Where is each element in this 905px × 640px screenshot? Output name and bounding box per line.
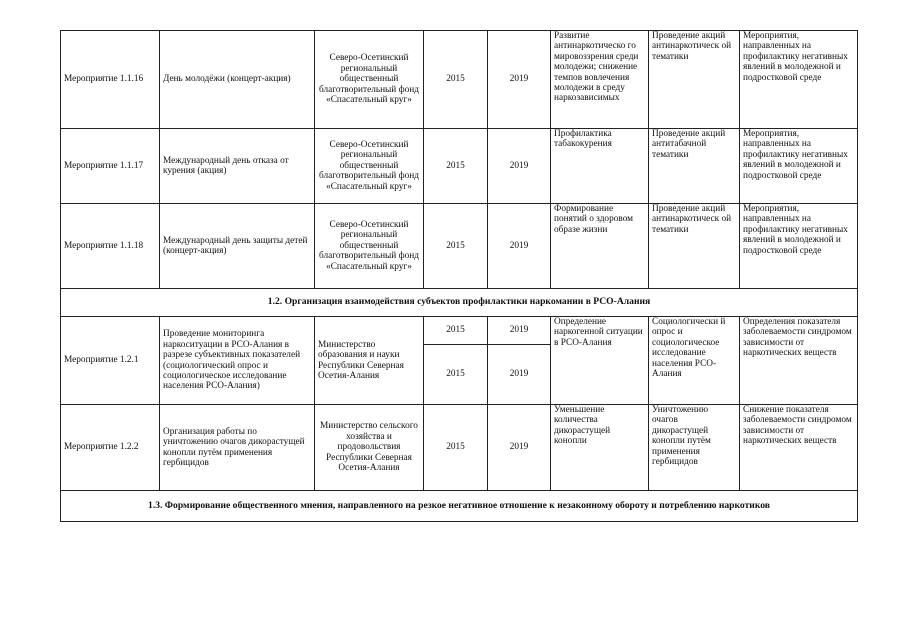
measure-executor: Северо-Осетинский региональный общественный благотворительный фонд «Спасательный круг» — [315, 129, 424, 204]
measure-result: Профилактика табакокурения — [551, 129, 649, 204]
section-heading-1-2: 1.2. Организация взаимодействия субъектов профилактики наркомании в РСО-Алания — [61, 289, 858, 317]
measure-id: Мероприятие 1.1.16 — [61, 31, 160, 129]
measure-start-year: 2015 — [424, 129, 488, 204]
measure-end-year: 2019 — [488, 345, 551, 405]
measure-events: Мероприятия, направленных на профилактику негативных явлений в молодежной и подростковой среде — [740, 204, 858, 289]
measure-start-year: 2015 — [424, 31, 488, 129]
table-row — [61, 31, 858, 129]
measure-activity: Проведение акций антитабачной тематики — [649, 129, 740, 204]
measure-end-year: 2019 — [488, 129, 551, 204]
measure-id: Мероприятие 1.2.1 — [61, 317, 160, 405]
measure-result: Формирование понятий о здоровом образе жизни — [551, 204, 649, 289]
measure-end-year: 2019 — [488, 317, 551, 345]
measure-executor: Министерство образования и науки Республики Северная Осетия-Алания — [315, 317, 424, 405]
measure-start-year: 2015 — [424, 345, 488, 405]
measure-executor: Северо-Осетинский региональный общественный благотворительный фонд «Спасательный круг» — [315, 204, 424, 289]
measure-id: Мероприятие 1.1.18 — [61, 204, 160, 289]
measure-events: Определения показателя заболеваемости синдромом зависимости от наркотических веществ — [740, 317, 858, 405]
measure-executor: Министерство сельского хозяйства и продовольствия Республики Северная Осетия-Алания — [315, 405, 424, 491]
measure-activity: Социологически й опрос и социологическое исследование населения РСО-Алания — [649, 317, 740, 405]
measure-name: День молодёжи (концерт-акция) — [160, 31, 315, 129]
measure-activity: Уничтожению очагов дикорастущей конопли путём применения гербицидов — [649, 405, 740, 491]
measure-activity: Проведение акций антинаркотическ ой тематики — [649, 204, 740, 289]
table-row — [61, 317, 858, 345]
measure-activity: Проведение акций антинаркотическ ой тематики — [649, 31, 740, 129]
measure-events: Снижение показателя заболеваемости синдромом зависимости от наркотических веществ — [740, 405, 858, 491]
document-page — [60, 30, 857, 522]
measure-name: Организация работы по уничтожению очагов дикорастущей конопли путём применения гербицидов — [160, 405, 315, 491]
program-measures-table — [60, 30, 858, 522]
measure-result: Развитие антинаркотическо го мировоззрения среди молодежи; снижение темпов вовлечения молодежи в среду наркозависимых — [551, 31, 649, 129]
measure-result: Уменьшение количества дикорастущей конопли — [551, 405, 649, 491]
section-heading-1-3: 1.3. Формирование общественного мнения, направленного на резкое негативное отношение к незаконному обороту и потреблению наркотиков — [61, 491, 858, 522]
measure-name: Международный день защиты детей (концерт-акция) — [160, 204, 315, 289]
measure-name: Международный день отказа от курения (акция) — [160, 129, 315, 204]
measure-result: Определение наркогенной ситуации в РСО-Алания — [551, 317, 649, 405]
table-row — [61, 405, 858, 491]
measure-id: Мероприятие 1.2.2 — [61, 405, 160, 491]
measure-start-year: 2015 — [424, 405, 488, 491]
table-row — [61, 129, 858, 204]
measure-events: Мероприятия, направленных на профилактику негативных явлений в молодежной и подростковой среде — [740, 129, 858, 204]
measure-start-year: 2015 — [424, 317, 488, 345]
measure-executor: Северо-Осетинский региональный общественный благотворительный фонд «Спасательный круг» — [315, 31, 424, 129]
measure-end-year: 2019 — [488, 204, 551, 289]
measure-id: Мероприятие 1.1.17 — [61, 129, 160, 204]
measure-name: Проведение мониторинга наркоситуации в РСО-Алания в разрезе субъективных показателей (социологический опрос и социологическое исследование населения РСО-Алания) — [160, 317, 315, 405]
measure-start-year: 2015 — [424, 204, 488, 289]
measure-end-year: 2019 — [488, 405, 551, 491]
measure-events: Мероприятия, направленных на профилактику негативных явлений в молодежной и подростковой среде — [740, 31, 858, 129]
section-row — [61, 491, 858, 522]
measure-end-year: 2019 — [488, 31, 551, 129]
section-row — [61, 289, 858, 317]
table-row — [61, 204, 858, 289]
